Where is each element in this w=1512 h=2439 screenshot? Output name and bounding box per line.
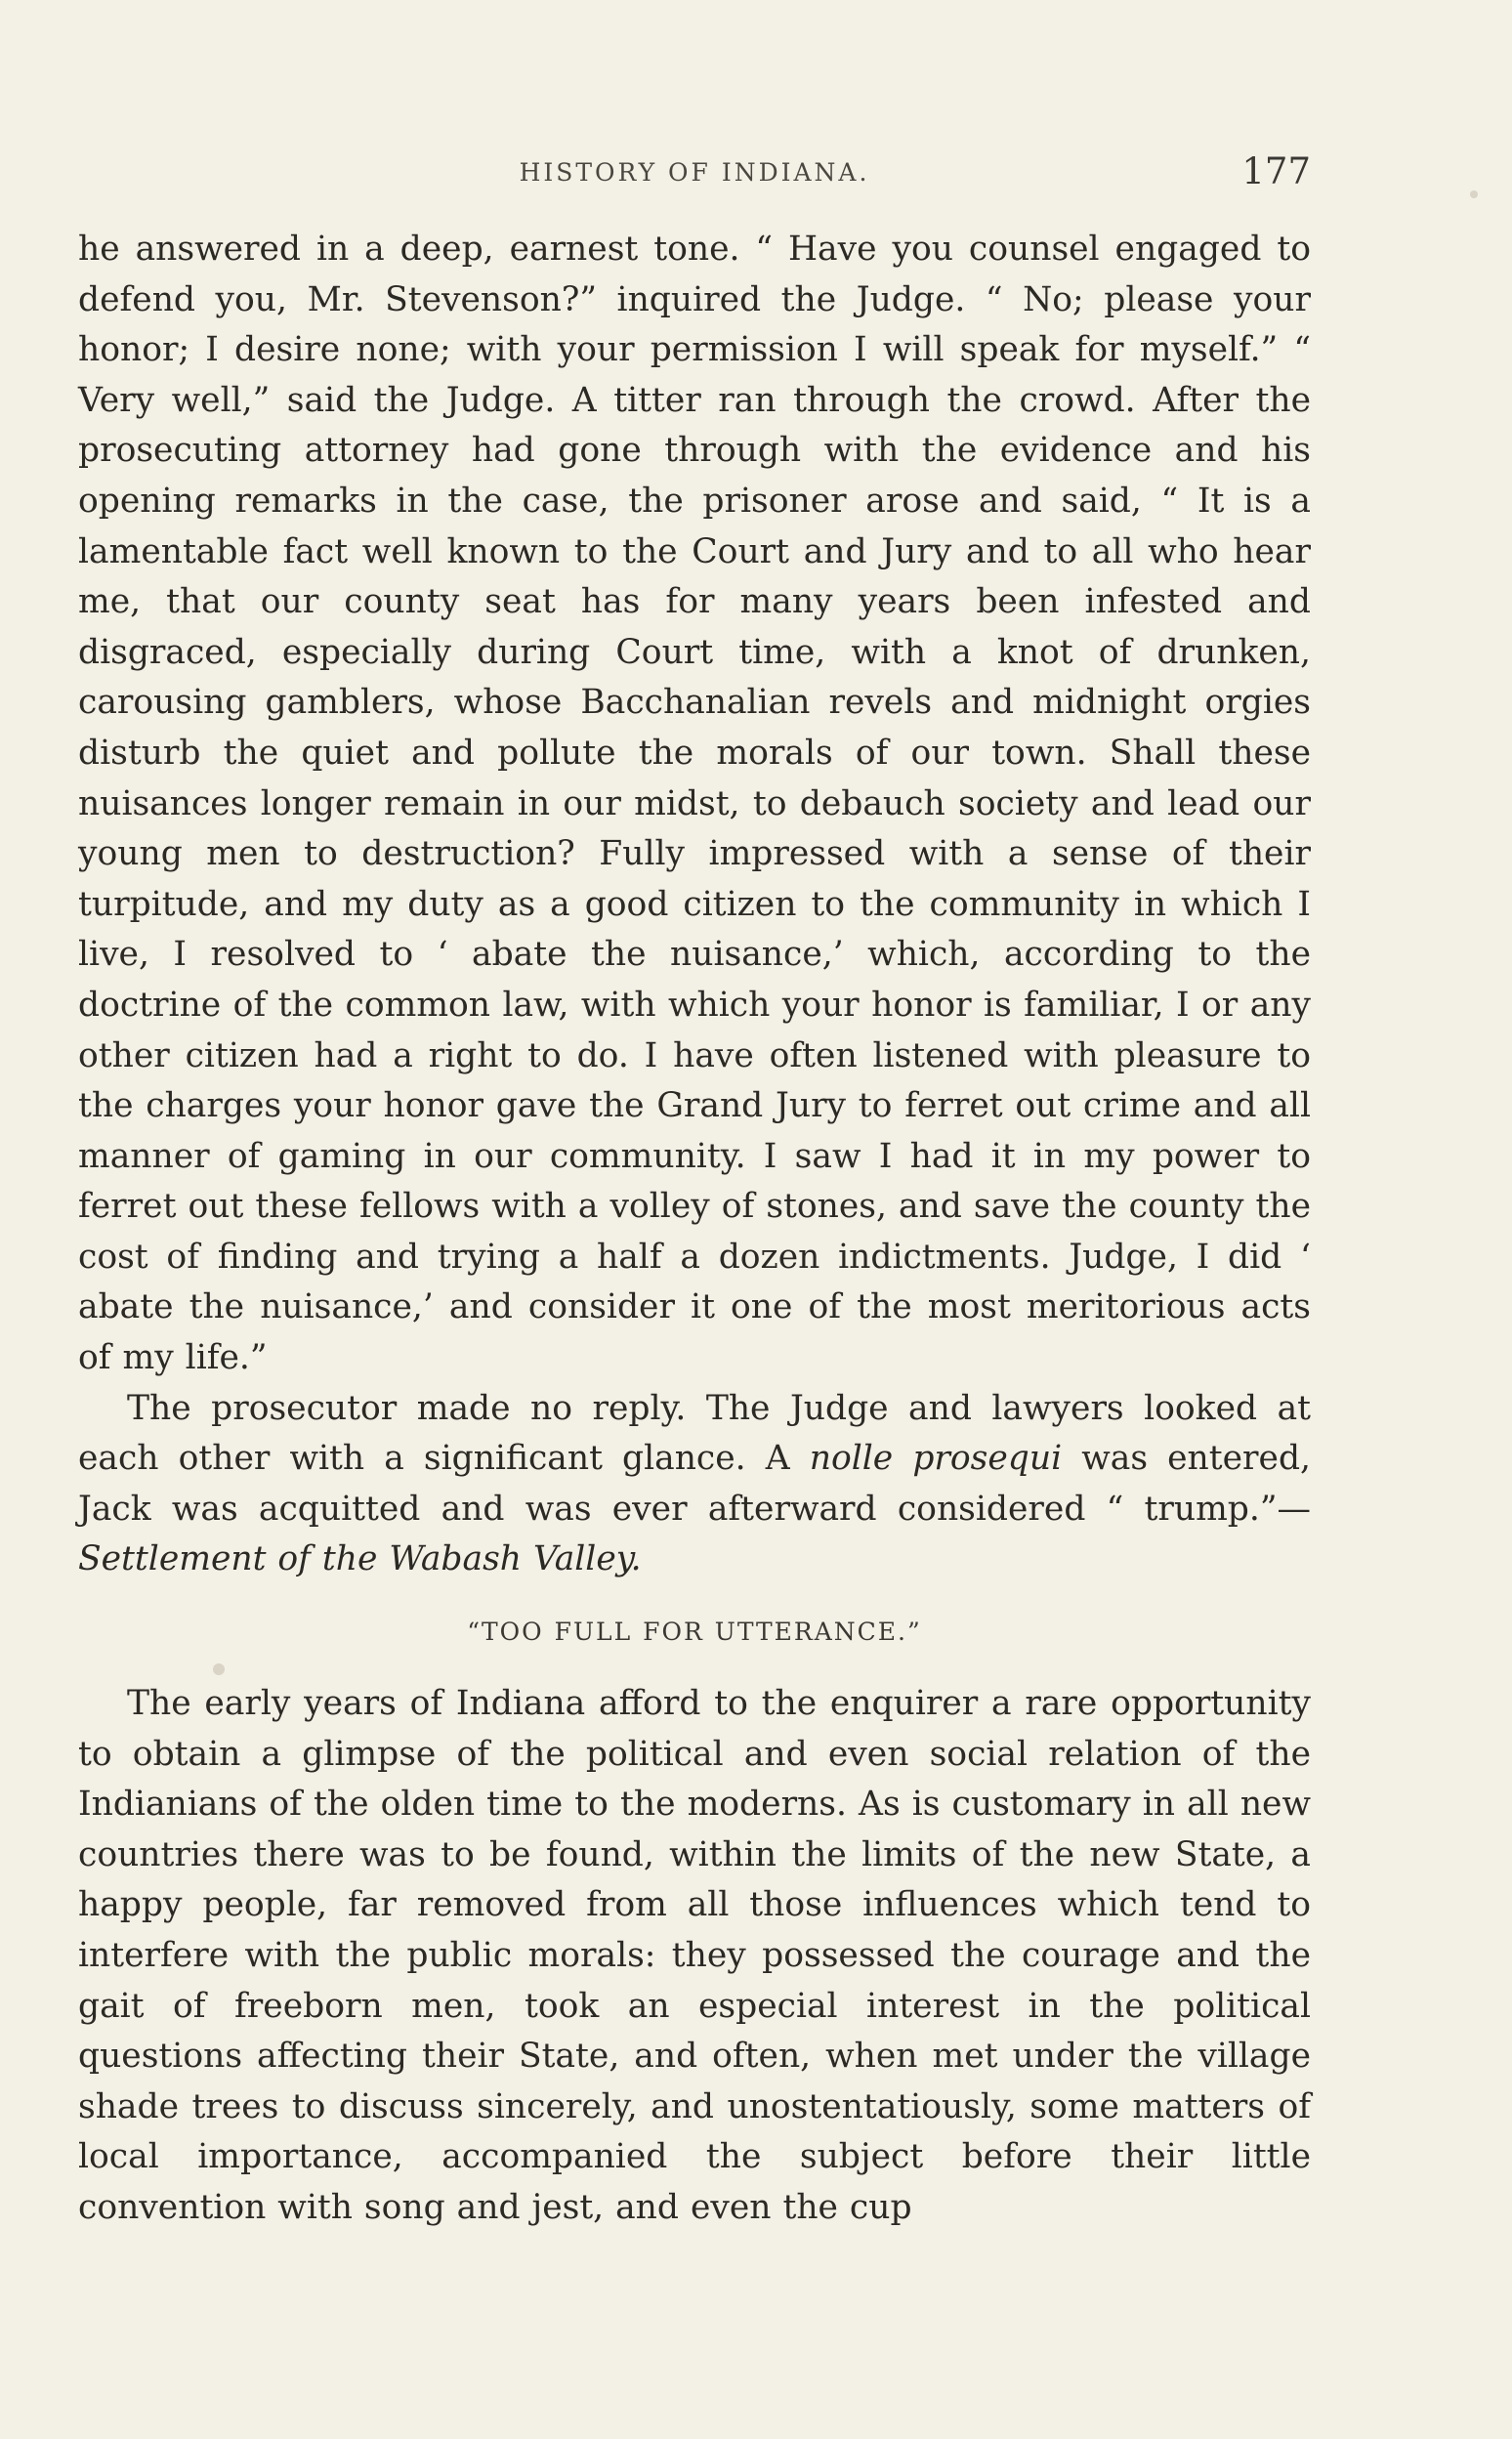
running-title: HISTORY OF INDIANA. [519, 158, 870, 187]
paragraph-early-years: The early years of Indiana afford to the enquirer a rare opportunity to obtain a glimpse of the political and even social relation of the Indianians of the olden time to the moderns. As is customary in all new countries there was to be found, within the limits of the new State, a happy people, far removed from all those influences which tend to interfere with the public morals: they possessed the courage and the gait of freeborn men, took an especial interest in the political questions affecting their State, and often, when met under the village shade trees to discuss sincerely, and unostentatiously, some matters of local importance, accompanied the subject before their little convention with song and jest, and even the cup [78, 1684, 1311, 2227]
page-blemish [1470, 190, 1478, 198]
italic-term-nolle-prosequi: nolle prosequi [809, 1439, 1063, 1479]
body-text [78, 225, 1311, 2234]
page-number: 177 [1241, 150, 1311, 192]
paragraph-continued: he answered in a deep, earnest tone. “ Have you counsel engaged to defend you, Mr. Stevenson?” inquired the Judge. “ No; please your honor; I desire none; with your permission I will speak for myself.” “ Very well,” said the Judge. A titter ran through the crowd. After the prosecuting attorney had gone through with the evidence and his opening remarks in the case, the prisoner arose and said, “ It is a lamentable fact well known to the Court and Jury and to all who hear me, that our county seat has for many years been infested and disgraced, especially during Court time, with a knot of drunken, carousing gamblers, whose Bacchanalian revels and midnight orgies disturb the quiet and pollute the morals of our town. Shall these nuisances longer remain in our midst, to debauch society and lead our young men to destruction? Fully impressed with a sense of their turpitude, and my duty as a good citizen to the community in which I live, I resolved to ‘ abate the nuisance,’ which, according to the doctrine of the common law, with which your honor is familiar, I or any other citizen had a right to do. I have often listened with pleasure to the charges your honor gave the Grand Jury to ferret out crime and all manner of gaming in our community. I saw I had it in my power to ferret out these fellows with a volley of stones, and save the county the cost of finding and trying a half a dozen indictments. Judge, I did ‘ abate the nuisance,’ and consider it one of the most meritorious acts of my life.” [78, 230, 1311, 1378]
source-citation: Settlement of the Wabash Valley. [78, 1539, 642, 1579]
section-heading: “TOO FULL FOR UTTERANCE.” [467, 1618, 922, 1647]
prosecutor-text-start: The prosecutor made no reply. The Judge and lawyers looked at each other with a significant glance. A [78, 1388, 1311, 1479]
paragraph-prosecutor [78, 1384, 1311, 1585]
prosecutor-text-end: was entered, Jack was acquitted and was ever afterward considered “ trump.”— [78, 1439, 1311, 1529]
running-header [78, 137, 1311, 195]
page-blemish [213, 1663, 225, 1675]
